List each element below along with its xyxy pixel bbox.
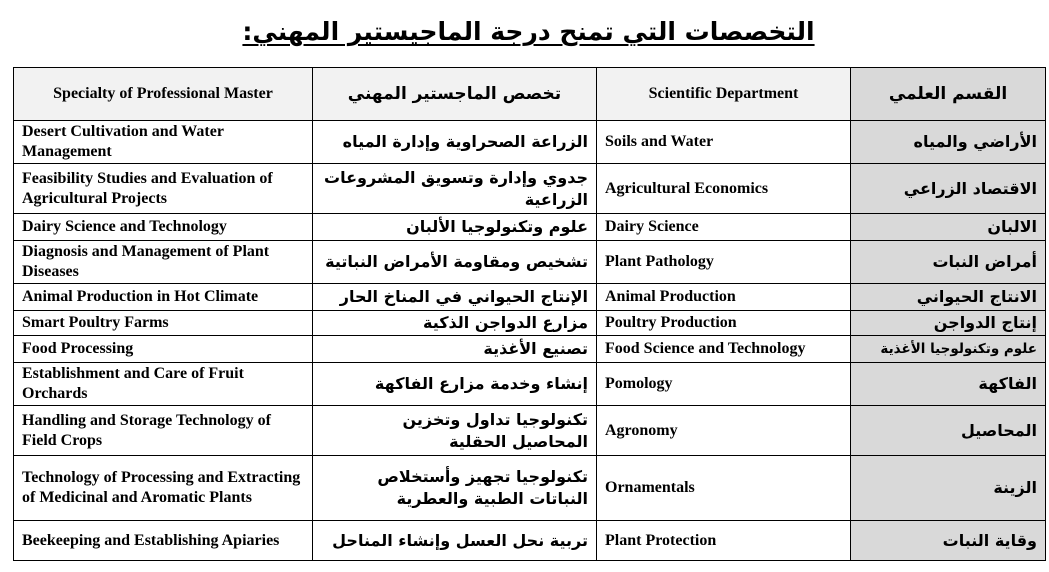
cell-en-specialty: Technology of Processing and Extracting of Medicinal and Aromatic Plants	[14, 456, 313, 521]
cell-en-specialty: Smart Poultry Farms	[14, 311, 313, 336]
cell-ar-specialty: مزارع الدواجن الذكية	[313, 311, 597, 336]
cell-en-specialty: Animal Production in Hot Climate	[14, 284, 313, 311]
cell-en-department: Agricultural Economics	[597, 164, 851, 214]
table-row	[14, 363, 1046, 406]
table-row	[14, 121, 1046, 164]
table-row	[14, 164, 1046, 214]
header-en-department: Scientific Department	[597, 68, 851, 121]
cell-en-specialty: Food Processing	[14, 336, 313, 363]
cell-en-department: Ornamentals	[597, 456, 851, 521]
page-title	[0, 14, 1049, 50]
page-title-text: التخصصات التي تمنح درجة الماجيستير المهني:	[242, 17, 815, 46]
cell-en-department: Poultry Production	[597, 311, 851, 336]
cell-en-specialty: Beekeeping and Establishing Apiaries	[14, 521, 313, 561]
header-en-specialty: Specialty of Professional Master	[14, 68, 313, 121]
cell-ar-specialty: إنشاء وخدمة مزارع الفاكهة	[313, 363, 597, 406]
table-row	[14, 214, 1046, 241]
cell-ar-specialty: علوم وتكنولوجيا الألبان	[313, 214, 597, 241]
cell-ar-department: الأراضي والمياه	[851, 121, 1046, 164]
specialties-table	[13, 67, 1046, 561]
cell-ar-department: المحاصيل	[851, 406, 1046, 456]
cell-ar-department: علوم وتكنولوجيا الأغذية	[851, 336, 1046, 363]
cell-en-specialty: Dairy Science and Technology	[14, 214, 313, 241]
cell-en-specialty: Establishment and Care of Fruit Orchards	[14, 363, 313, 406]
cell-en-department: Agronomy	[597, 406, 851, 456]
cell-en-specialty: Feasibility Studies and Evaluation of Agricultural Projects	[14, 164, 313, 214]
cell-en-specialty: Diagnosis and Management of Plant Diseases	[14, 241, 313, 284]
cell-en-department: Pomology	[597, 363, 851, 406]
cell-ar-department: إنتاج الدواجن	[851, 311, 1046, 336]
cell-ar-department: الفاكهة	[851, 363, 1046, 406]
cell-ar-department: الزينة	[851, 456, 1046, 521]
cell-en-department: Food Science and Technology	[597, 336, 851, 363]
cell-ar-specialty: تربية نحل العسل وإنشاء المناحل	[313, 521, 597, 561]
cell-ar-specialty: جدوي وإدارة وتسويق المشروعات الزراعية	[313, 164, 597, 214]
cell-ar-department: أمراض النبات	[851, 241, 1046, 284]
cell-ar-department: الاقتصاد الزراعي	[851, 164, 1046, 214]
table-row	[14, 336, 1046, 363]
table-row	[14, 521, 1046, 561]
table-header-row	[14, 68, 1046, 121]
cell-ar-department: الانتاج الحيواني	[851, 284, 1046, 311]
cell-en-department: Plant Pathology	[597, 241, 851, 284]
cell-en-department: Dairy Science	[597, 214, 851, 241]
cell-ar-specialty: الإنتاج الحيواني في المناخ الحار	[313, 284, 597, 311]
cell-en-specialty: Desert Cultivation and Water Management	[14, 121, 313, 164]
cell-ar-specialty: الزراعة الصحراوية وإدارة المياه	[313, 121, 597, 164]
table-row	[14, 456, 1046, 521]
header-ar-specialty: تخصص الماجستير المهني	[313, 68, 597, 121]
cell-ar-specialty: تكنولوجيا تداول وتخزين المحاصيل الحقلية	[313, 406, 597, 456]
cell-ar-department: وقاية النبات	[851, 521, 1046, 561]
cell-en-department: Animal Production	[597, 284, 851, 311]
cell-ar-department: الالبان	[851, 214, 1046, 241]
table-row	[14, 406, 1046, 456]
cell-ar-specialty: تشخيص ومقاومة الأمراض النباتية	[313, 241, 597, 284]
cell-ar-specialty: تصنيع الأغذية	[313, 336, 597, 363]
cell-en-department: Soils and Water	[597, 121, 851, 164]
header-ar-department: القسم العلمي	[851, 68, 1046, 121]
table-row	[14, 284, 1046, 311]
cell-ar-specialty: تكنولوجيا تجهيز وأستخلاص النباتات الطبية والعطرية	[313, 456, 597, 521]
table-row	[14, 241, 1046, 284]
cell-en-specialty: Handling and Storage Technology of Field Crops	[14, 406, 313, 456]
table-row	[14, 311, 1046, 336]
cell-en-department: Plant Protection	[597, 521, 851, 561]
